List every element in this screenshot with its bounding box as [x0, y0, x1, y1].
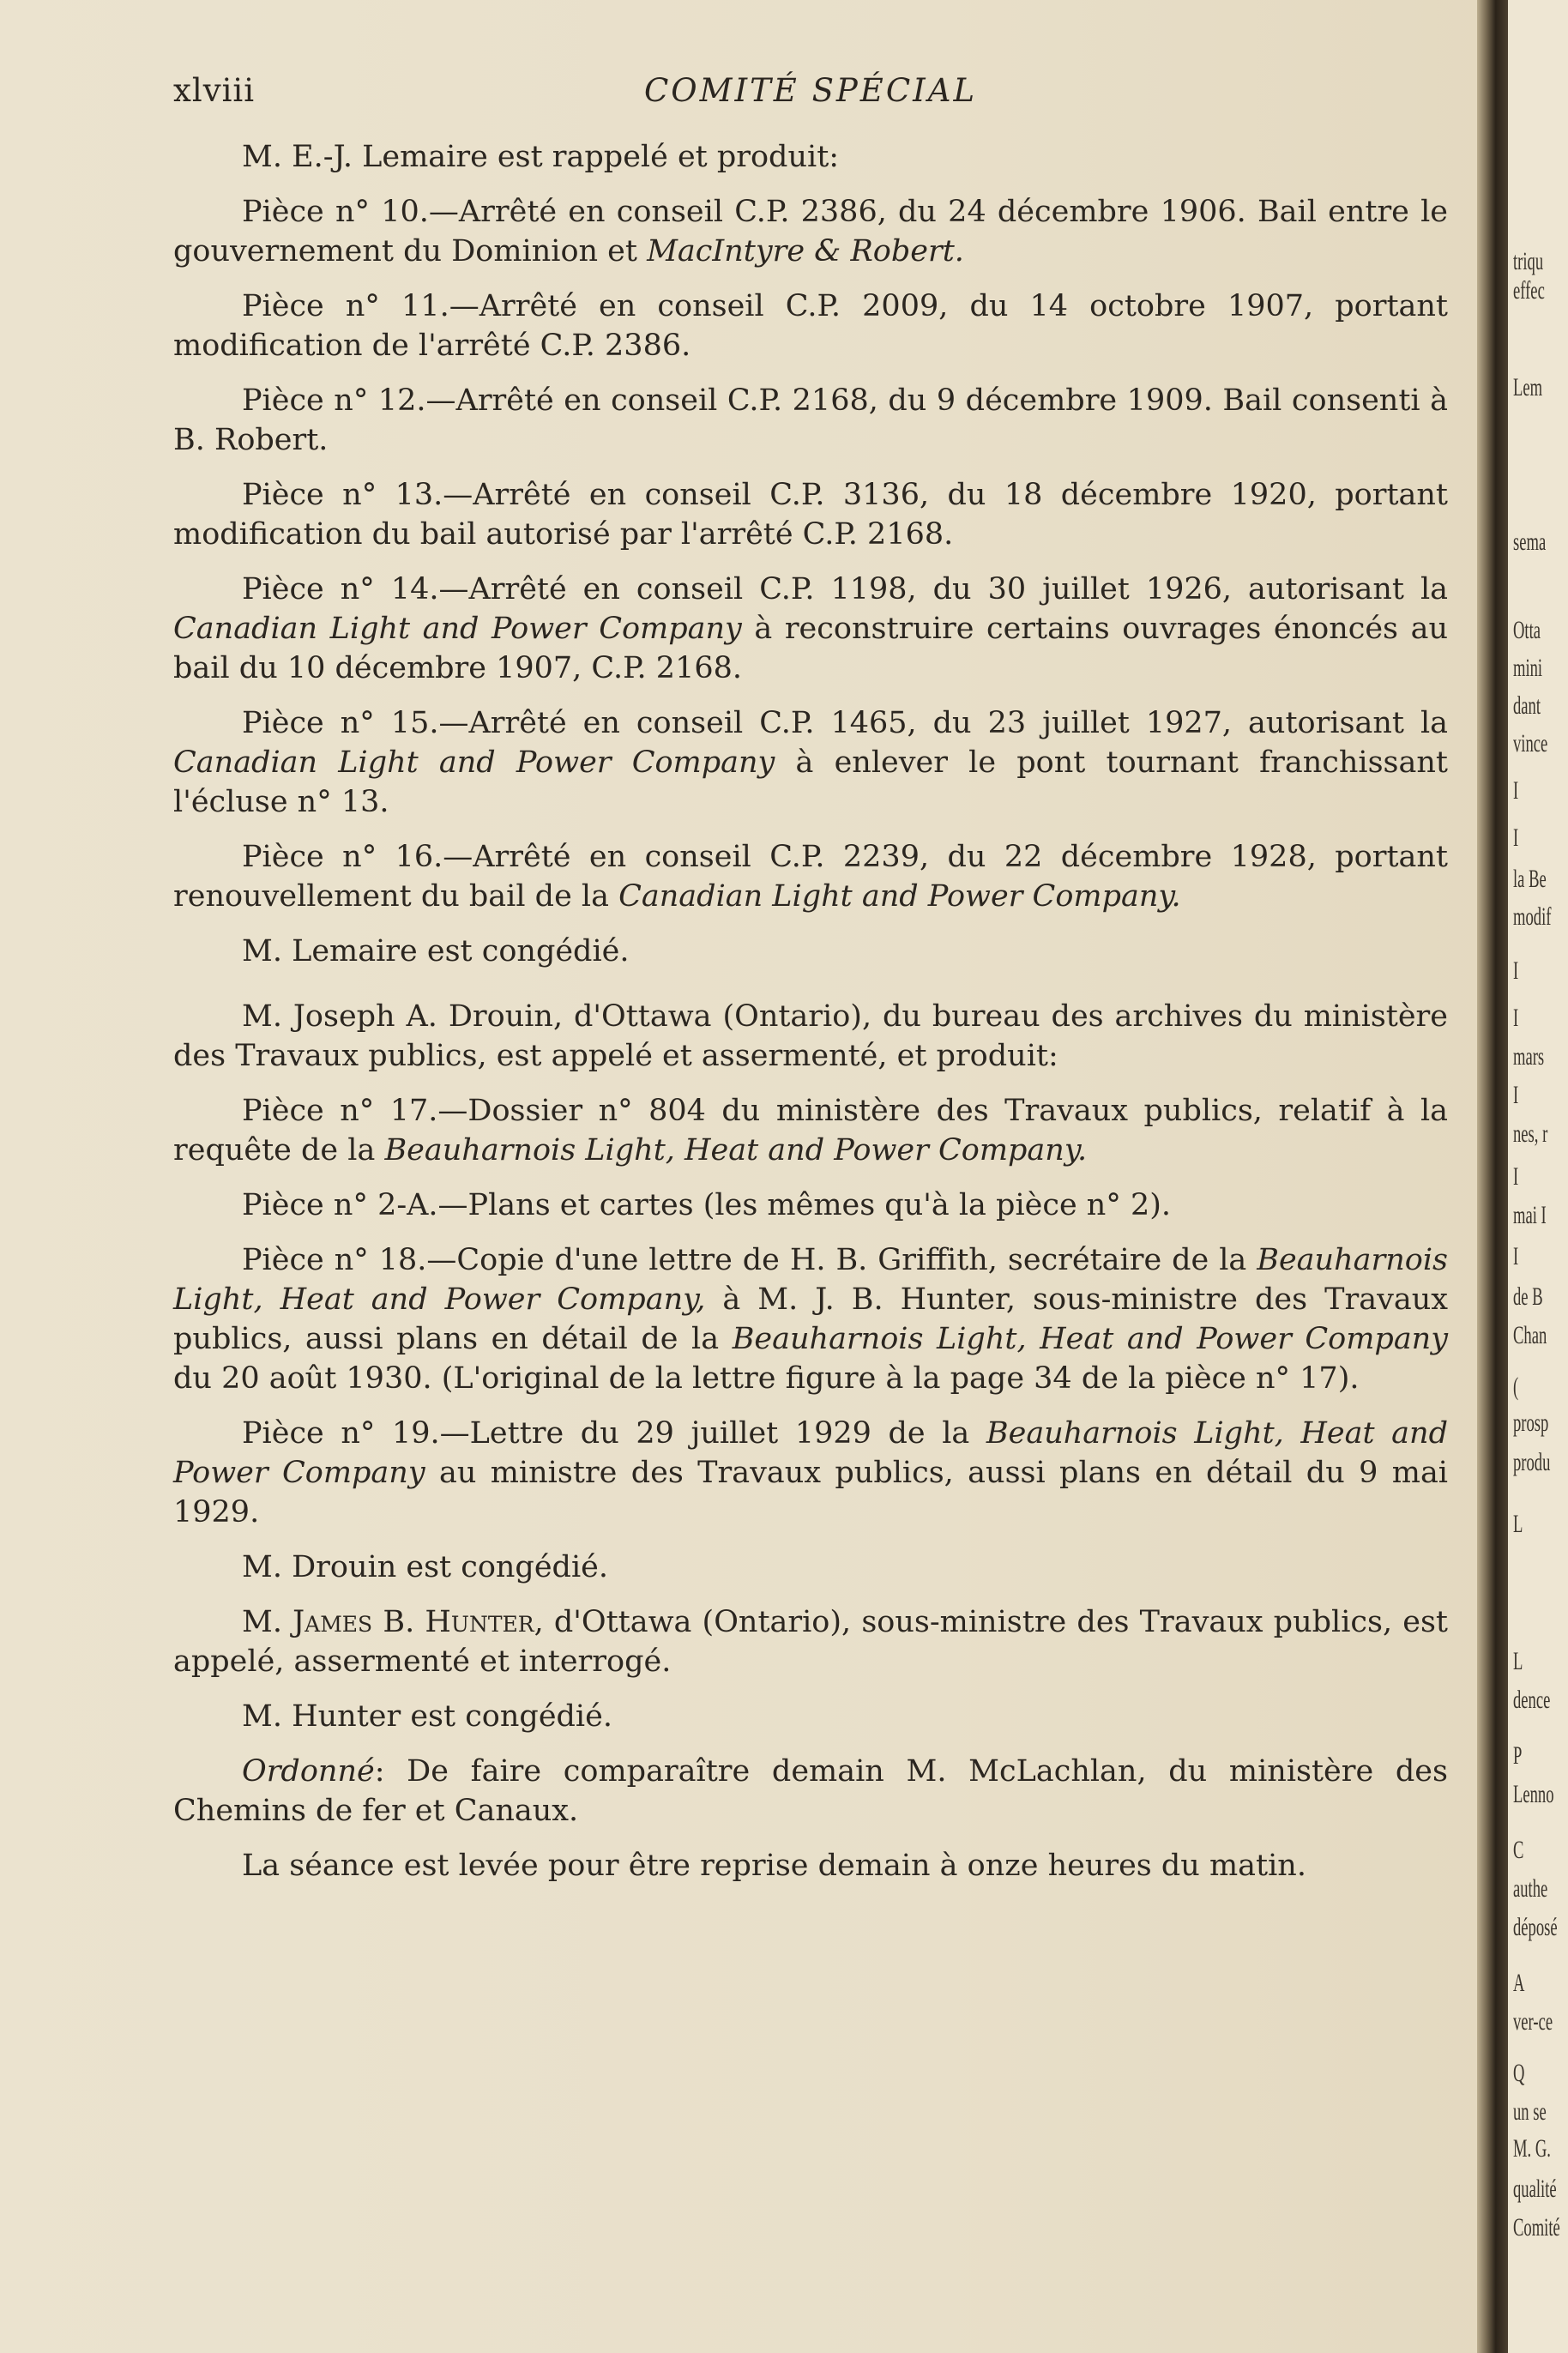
adjacent-page-fragment: L	[1513, 1510, 1523, 1538]
page-header	[173, 72, 1448, 124]
paragraph	[173, 1846, 1448, 1885]
adjacent-page-fragment: nes, r	[1513, 1119, 1548, 1148]
paragraph	[173, 1752, 1448, 1831]
adjacent-page-edge	[1508, 0, 1568, 2353]
paragraph	[173, 137, 1448, 177]
text-run: Hunter	[425, 1605, 534, 1639]
adjacent-page-fragment: authe	[1513, 1874, 1548, 1903]
italic-text: Canadian Light and Power Company	[173, 745, 775, 780]
paragraph	[173, 1414, 1448, 1532]
page-number: xlviii	[173, 72, 256, 109]
adjacent-page-fragment: effec	[1513, 276, 1545, 305]
adjacent-page-fragment: I	[1513, 1004, 1519, 1032]
adjacent-page-fragment: de B	[1513, 1282, 1543, 1311]
text-run: du 20 août 1930. (L'original de la lettre figure à la page 34 de la pièce n° 17).	[173, 1361, 1360, 1396]
text-run: James	[292, 1605, 373, 1639]
text-run: à enlever le pont tournant franchissant l'écluse n° 13.	[173, 745, 1448, 819]
adjacent-page-fragment: ver-ce	[1513, 2007, 1553, 2036]
text-run: La séance est levée pour être reprise demain à onze heures du matin.	[242, 1849, 1306, 1883]
book-gutter	[1477, 0, 1508, 2353]
adjacent-page-fragment: I	[1513, 1081, 1519, 1109]
text-run: Pièce n° 18.—Copie d'une lettre de H. B. Griffith, secrétaire de la	[242, 1243, 1257, 1277]
paragraph	[173, 997, 1448, 1076]
paragraph	[173, 932, 1448, 971]
italic-text: Ordonné	[242, 1754, 375, 1789]
text-run: M. Hunter est congédié.	[242, 1699, 612, 1734]
italic-text: Canadian Light and Power Company	[173, 612, 742, 646]
adjacent-page-fragment: I	[1513, 956, 1519, 985]
adjacent-page-fragment: produ	[1513, 1448, 1551, 1476]
adjacent-page-fragment: mini	[1513, 654, 1543, 682]
adjacent-page-fragment: I	[1513, 1162, 1519, 1191]
text-run: Pièce n° 19.—Lettre du 29 juillet 1929 de la	[242, 1416, 986, 1451]
text-run: à reconstruire certains ouvrages énoncés au bail du 10 décembre 1907, C.P. 2168.	[173, 612, 1448, 685]
adjacent-page-fragment: mars	[1513, 1042, 1545, 1071]
adjacent-page-fragment: Otta	[1513, 616, 1541, 644]
adjacent-page-fragment: L	[1513, 1647, 1523, 1675]
text-run: M.	[242, 1605, 293, 1639]
adjacent-page-fragment: Lem	[1513, 373, 1543, 401]
text-run: Pièce n° 17.—Dossier n° 804 du ministère des Travaux publics, relatif à la requête de la	[173, 1094, 1448, 1167]
text-run: M. E.-J. Lemaire est rappelé et produit:	[242, 140, 840, 174]
italic-text: Beauharnois Light, Heat and Power Company.	[384, 1133, 1088, 1167]
adjacent-page-fragment: prosp	[1513, 1409, 1549, 1437]
paragraph	[173, 1240, 1448, 1398]
text-run: , d'Ottawa (Ontario), sous-ministre des Travaux publics, est appelé, assermenté et interrogé.	[173, 1605, 1448, 1679]
adjacent-page-fragment: la Be	[1513, 865, 1547, 893]
text-run: à M. J. B. Hunter, sous-ministre des Travaux publics, aussi plans en détail de la	[173, 1282, 1448, 1356]
adjacent-page-fragment: déposé	[1513, 1913, 1558, 1941]
adjacent-page-fragment: I	[1513, 776, 1519, 805]
text-run: au ministre des Travaux publics, aussi plans en détail du 9 mai 1929.	[173, 1456, 1448, 1529]
adjacent-page-fragment: vince	[1513, 729, 1548, 757]
running-title: COMITÉ SPÉCIAL	[643, 72, 978, 109]
paragraph	[173, 837, 1448, 916]
paragraph	[173, 570, 1448, 688]
italic-text: Beauharnois Light, Heat and Power Company	[173, 1416, 1448, 1490]
text-run: Pièce n° 11.—Arrêté en conseil C.P. 2009, du 14 octobre 1907, portant modification de l'arrêté C.P. 2386.	[173, 289, 1448, 363]
adjacent-page-fragment: mai I	[1513, 1201, 1547, 1229]
text-run: M. Drouin est congédié.	[242, 1550, 608, 1584]
paragraph	[173, 287, 1448, 365]
adjacent-page-fragment: M. G.	[1513, 2134, 1551, 2163]
text-run: Pièce n° 13.—Arrêté en conseil C.P. 3136, du 18 décembre 1920, portant modification du bail autorisé par l'arrêté C.P. 2168.	[173, 478, 1448, 552]
adjacent-page-fragment: triqu	[1513, 247, 1544, 275]
body-text	[173, 137, 1448, 1901]
text-run: M. Joseph A. Drouin, d'Ottawa (Ontario), du bureau des archives du ministère des Travaux publics, est appelé et assermenté, et produit:	[173, 999, 1448, 1073]
adjacent-page-fragment: (	[1513, 1373, 1519, 1401]
adjacent-page-fragment: Chan	[1513, 1321, 1547, 1349]
italic-text: Beauharnois Light, Heat and Power Company	[732, 1322, 1448, 1356]
paragraph	[173, 1697, 1448, 1736]
adjacent-page-fragment: C	[1513, 1836, 1524, 1864]
adjacent-page-fragment: dant	[1513, 691, 1541, 720]
paragraph	[173, 475, 1448, 554]
adjacent-page-fragment: Lenno	[1513, 1780, 1554, 1808]
italic-text: Beauharnois Light, Heat and Power Company,	[173, 1243, 1448, 1317]
adjacent-page-fragment: un se	[1513, 2097, 1547, 2126]
text-run: Pièce n° 14.—Arrêté en conseil C.P. 1198, du 30 juillet 1926, autorisant la	[242, 572, 1448, 606]
text-run: M. Lemaire est congédié.	[242, 934, 630, 968]
adjacent-page-fragment: sema	[1513, 528, 1547, 556]
paragraph	[173, 192, 1448, 271]
adjacent-page-fragment: A	[1513, 1969, 1525, 1997]
paragraph	[173, 1091, 1448, 1170]
adjacent-page-fragment: Q	[1513, 2059, 1525, 2087]
text-run: : De faire comparaître demain M. McLachlan, du ministère des Chemins de fer et Canaux.	[173, 1754, 1448, 1828]
italic-text: MacIntyre & Robert.	[647, 234, 964, 268]
text-run: B.	[372, 1605, 425, 1639]
paragraph	[173, 703, 1448, 822]
adjacent-page-fragment: Comité	[1513, 2213, 1560, 2241]
text-run: Pièce n° 15.—Arrêté en conseil C.P. 1465, du 23 juillet 1927, autorisant la	[242, 706, 1448, 740]
text-run: Pièce n° 12.—Arrêté en conseil C.P. 2168, du 9 décembre 1909. Bail consenti à B. Robert.	[173, 383, 1448, 457]
adjacent-page-fragment: I	[1513, 1242, 1519, 1270]
adjacent-page-fragment: qualité	[1513, 2175, 1557, 2203]
paragraph	[173, 1186, 1448, 1225]
text-run: Pièce n° 2-A.—Plans et cartes (les mêmes qu'à la pièce n° 2).	[242, 1188, 1172, 1222]
text-run: Pièce n° 10.—Arrêté en conseil C.P. 2386, du 24 décembre 1906. Bail entre le gouvernement du Dominion et	[173, 195, 1448, 268]
adjacent-page-fragment: P	[1513, 1741, 1523, 1770]
adjacent-page-fragment: dence	[1513, 1686, 1551, 1714]
text-run: Pièce n° 16.—Arrêté en conseil C.P. 2239, du 22 décembre 1928, portant renouvellement du bail de la	[173, 840, 1448, 914]
paragraph	[173, 1548, 1448, 1587]
italic-text: Canadian Light and Power Company.	[618, 879, 1181, 914]
paragraph	[173, 381, 1448, 460]
adjacent-page-fragment: modif	[1513, 902, 1552, 931]
paragraph	[173, 1602, 1448, 1681]
adjacent-page-fragment: I	[1513, 824, 1519, 852]
